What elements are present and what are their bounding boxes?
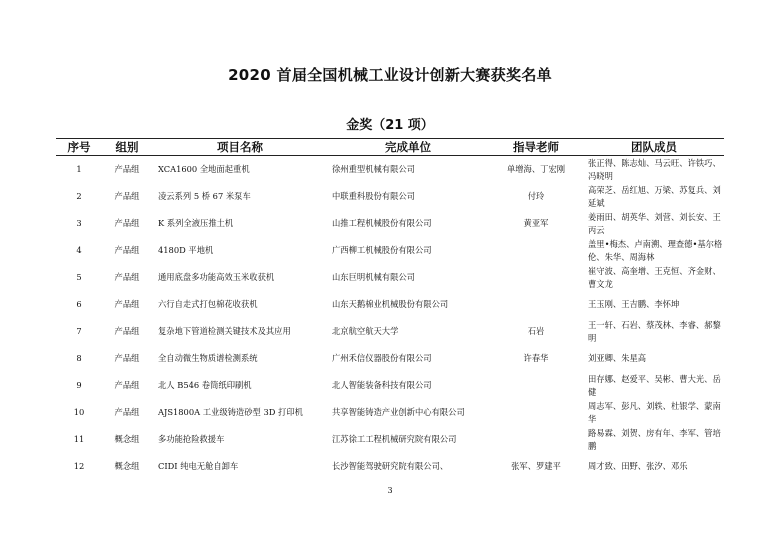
cell-unit: 山推工程机械股份有限公司: [332, 218, 432, 228]
cell-advisor: [488, 399, 584, 426]
cell-project: AJS1800A 工业级铸造砂型 3D 打印机: [158, 407, 303, 417]
cell-team: 王玉刚、王吉鹏、李怀坤: [588, 299, 680, 309]
table-row: [56, 318, 724, 345]
cell-team: 周才致、田野、张汐、邓乐: [588, 461, 688, 471]
cell-advisor: [488, 426, 584, 453]
cell-group: 产品组: [114, 407, 140, 417]
cell-no: 10: [73, 407, 85, 417]
cell-advisor: 许春华: [523, 353, 549, 363]
cell-project: 4180D 平地机: [158, 245, 214, 255]
cell-no: 2: [76, 191, 82, 201]
table-row: [56, 345, 724, 372]
cell-no: 1: [76, 164, 82, 174]
cell-team: 周志军、彭凡、刘轶、杜银学、蒙南华: [588, 400, 721, 424]
header-advisor: 指导老师: [488, 139, 584, 156]
table-row: [56, 237, 724, 264]
cell-team: 王一轩、石岩、蔡茂林、李睿、郝黎明: [588, 319, 721, 343]
cell-project: 凌云系列 5 桥 67 米泵车: [158, 191, 251, 201]
cell-unit: 广州禾信仪器股份有限公司: [332, 353, 432, 363]
table-row: [56, 372, 724, 399]
cell-no: 8: [76, 353, 82, 363]
table-row: [56, 453, 724, 480]
cell-group: 产品组: [114, 164, 140, 174]
cell-unit: 江苏徐工工程机械研究院有限公司: [332, 434, 457, 444]
cell-unit: 徐州重型机械有限公司: [332, 164, 415, 174]
cell-project: 通用底盘多功能高效玉米收获机: [158, 272, 275, 282]
cell-no: 12: [73, 461, 85, 471]
cell-no: 6: [76, 299, 82, 309]
header-project: 项目名称: [152, 139, 328, 156]
cell-unit: 长沙智能驾驶研究院有限公司、: [332, 461, 449, 471]
table-row: [56, 156, 724, 184]
cell-unit: 山东巨明机械有限公司: [332, 272, 415, 282]
cell-advisor: 单增海、丁宏刚: [506, 164, 566, 174]
cell-project: CIDI 纯电无舱自卸车: [158, 461, 239, 471]
cell-unit: 共享智能铸造产业创新中心有限公司: [332, 407, 465, 417]
header-unit: 完成单位: [328, 139, 488, 156]
cell-advisor: 张军、罗建平: [511, 461, 561, 471]
cell-group: 概念组: [114, 434, 140, 444]
cell-project: XCA1600 全地面起重机: [158, 164, 250, 174]
cell-team: 崔守波、高奎增、王克恒、齐金财、曹文龙: [588, 265, 721, 289]
section-title: 金奖（21 项）: [346, 118, 434, 133]
table-row: [56, 183, 724, 210]
cell-advisor: 黄亚军: [523, 218, 549, 228]
cell-team: 刘亚卿、朱星高: [588, 353, 647, 363]
cell-group: 产品组: [114, 245, 140, 255]
cell-unit: 北京航空航天大学: [332, 326, 399, 336]
table-row: [56, 210, 724, 237]
cell-project: 北人 B546 卷筒纸印刷机: [158, 380, 252, 390]
cell-group: 概念组: [114, 461, 140, 471]
cell-group: 产品组: [114, 380, 140, 390]
document-title: 2020 首届全国机械工业设计创新大赛获奖名单: [228, 66, 552, 84]
cell-unit: 中联重科股份有限公司: [332, 191, 415, 201]
table-row: [56, 291, 724, 318]
cell-team: 姜雨田、胡英华、刘营、刘长安、王丙云: [588, 211, 721, 235]
awards-table: [56, 138, 724, 480]
table-row: [56, 399, 724, 426]
page-number: 3: [387, 486, 393, 495]
cell-advisor: [488, 372, 584, 399]
cell-advisor: [488, 264, 584, 291]
cell-team: 盖里•梅杰、卢南溯、理查德•基尔格伦、朱华、周海林: [588, 238, 723, 262]
cell-no: 9: [76, 380, 82, 390]
cell-group: 产品组: [114, 299, 140, 309]
cell-no: 5: [76, 272, 82, 282]
cell-project: 全自动微生物质谱检测系统: [158, 353, 258, 363]
cell-unit: 北人智能装备科技有限公司: [332, 380, 432, 390]
cell-group: 产品组: [114, 353, 140, 363]
header-group: 组别: [102, 139, 152, 156]
header-team: 团队成员: [584, 139, 724, 156]
cell-advisor: 石岩: [527, 326, 545, 336]
cell-group: 产品组: [114, 272, 140, 282]
cell-team: 张正得、陈志灿、马云旺、许铁巧、冯晓明: [588, 157, 721, 181]
cell-project: 六行自走式打包棉花收获机: [158, 299, 258, 309]
cell-group: 产品组: [114, 326, 140, 336]
table-row: [56, 426, 724, 453]
cell-group: 产品组: [114, 191, 140, 201]
cell-unit: 广西柳工机械股份有限公司: [332, 245, 432, 255]
cell-no: 4: [76, 245, 82, 255]
cell-advisor: 付玲: [527, 191, 545, 201]
cell-team: 田存娜、赵爱平、吴彬、曹大光、岳健: [588, 373, 721, 397]
cell-advisor: [488, 291, 584, 318]
cell-no: 7: [76, 326, 82, 336]
table-header: [56, 139, 724, 156]
table-row: [56, 264, 724, 291]
header-no: 序号: [56, 139, 102, 156]
cell-no: 11: [73, 434, 85, 444]
cell-project: 多功能抢险救援车: [158, 434, 225, 444]
cell-unit: 山东天鹅棉业机械股份有限公司: [332, 299, 449, 309]
cell-group: 产品组: [114, 218, 140, 228]
cell-team: 路易霖、刘贺、房有年、李军、管培鹏: [588, 427, 721, 451]
cell-project: 复杂地下管道检测关键技术及其应用: [158, 326, 291, 336]
cell-no: 3: [76, 218, 82, 228]
cell-team: 高荣芝、岳红旭、万梁、苏复兵、刘延斌: [588, 184, 721, 208]
cell-project: K 系列全液压推土机: [158, 218, 234, 228]
cell-advisor: [488, 237, 584, 264]
